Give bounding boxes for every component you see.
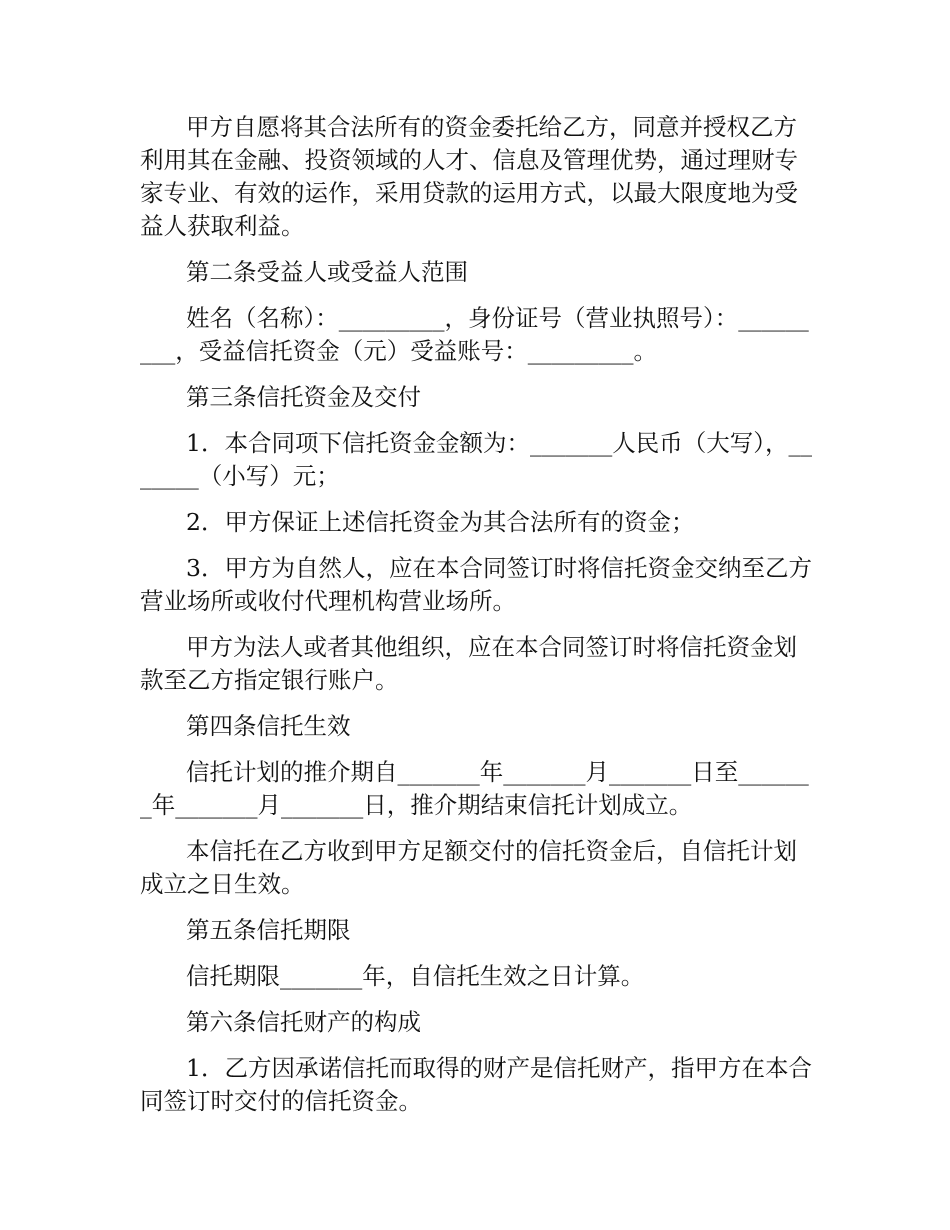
heading-article-3: 第三条信托资金及交付 [186, 383, 421, 411]
paragraph-beneficiary: 姓名（名称）：_________，身份证号（营业执照号）：_________，受益信托资金（元）受益账号：_________。 [140, 304, 809, 365]
paragraph-amount: 1．本合同项下信托资金金额为：_______人民币（大写），_______（小写）元； [140, 429, 812, 490]
heading-article-2: 第二条受益人或受益人范围 [186, 258, 468, 286]
document-page [140, 111, 820, 1131]
heading-article-6: 第六条信托财产的构成 [186, 1008, 421, 1036]
paragraph-legal-person: 甲方为法人或者其他组织，应在本合同签订时将信托资金划款至乙方指定银行账户。 [140, 633, 797, 694]
paragraph-purpose: 甲方自愿将其合法所有的资金委托给乙方，同意并授权乙方利用其在金融、投资领域的人才、信息及管理优势，通过理财专家专业、有效的运作，采用贷款的运用方式，以最大限度地为受益人获取利益。 [140, 113, 798, 240]
paragraph-term: 信托期限_______年，自信托生效之日计算。 [186, 962, 645, 990]
paragraph-promotion-period: 信托计划的推介期自_______年_______月_______日至_______年_______月_______日，推介期结束信托计划成立。 [140, 758, 809, 819]
heading-article-5: 第五条信托期限 [186, 916, 351, 944]
paragraph-trust-property: 1．乙方因承诺信托而取得的财产是信托财产，指甲方在本合同签订时交付的信托资金。 [140, 1054, 812, 1115]
paragraph-natural-person: 3．甲方为自然人，应在本合同签订时将信托资金交纳至乙方营业场所或收付代理机构营业场所。 [140, 554, 812, 615]
heading-article-4: 第四条信托生效 [186, 712, 351, 740]
paragraph-effective: 本信托在乙方收到甲方足额交付的信托资金后，自信托计划成立之日生效。 [140, 837, 797, 898]
paragraph-guarantee: 2．甲方保证上述信托资金为其合法所有的资金； [186, 508, 695, 536]
